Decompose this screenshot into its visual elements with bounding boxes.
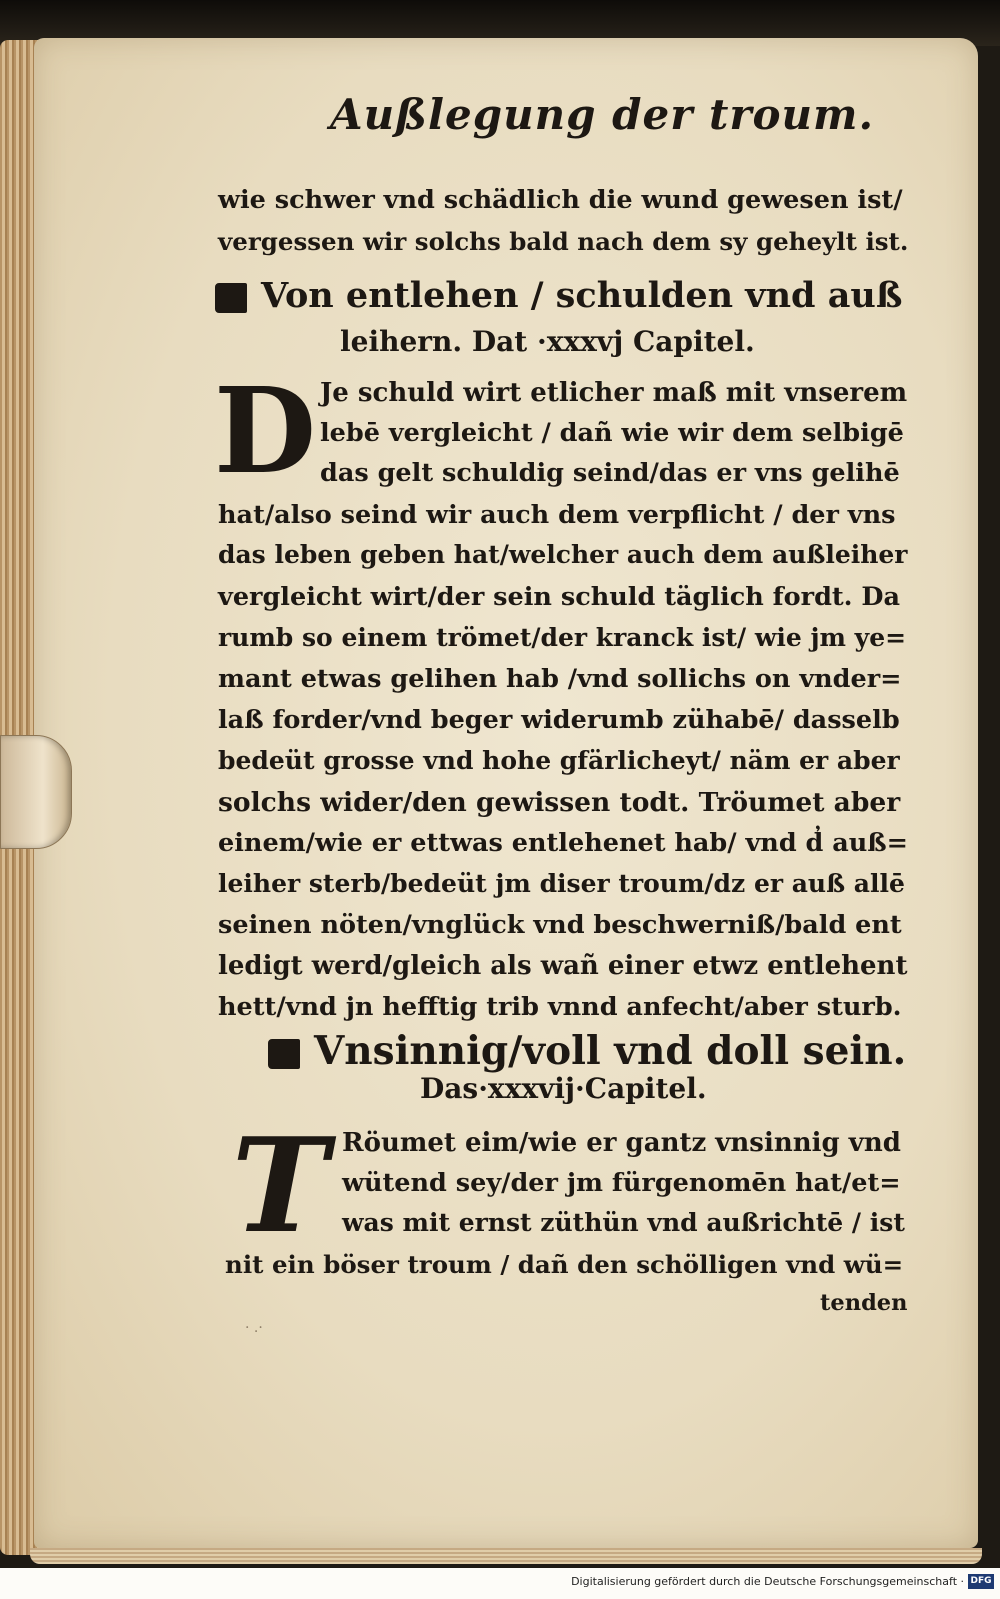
pilcrow-icon bbox=[268, 1039, 300, 1069]
pilcrow-icon bbox=[215, 283, 247, 313]
section-subheading-1: leihern. Dat ·xxxvj Capitel. bbox=[340, 325, 755, 358]
text-line: wütend sey/der jm fürgenomēn hat/et= bbox=[342, 1168, 901, 1198]
dfg-logo[interactable]: DFG bbox=[968, 1574, 994, 1589]
text-line: hett/vnd jn hefftig trib vnnd anfecht/aber sturb. bbox=[218, 992, 902, 1022]
decorated-initial-t: T bbox=[231, 1108, 329, 1262]
section-heading-text: Von entlehen / schulden vnd auß bbox=[261, 275, 903, 316]
text-line: wie schwer vnd schädlich die wund gewesen ist/ bbox=[218, 185, 903, 215]
text-line: leiher sterb/bedeüt jm diser troum/dz er auß allē bbox=[218, 869, 905, 898]
text-line: einem/wie er ettwas entlehenet hab/ vnd d̓ auß= bbox=[218, 828, 909, 858]
funding-notice: Digitalisierung gefördert durch die Deutsche Forschungsgemeinschaft · bbox=[571, 1575, 964, 1588]
page-bottom-edge bbox=[30, 1548, 982, 1564]
text-line: seinen nöten/vnglück vnd beschwerniß/bald ent bbox=[218, 910, 902, 940]
running-header: Außlegung der troum. bbox=[330, 90, 875, 139]
text-line: vergleicht wirt/der sein schuld täglich fordt. Da bbox=[218, 582, 901, 612]
text-line: das leben geben hat/welcher auch dem außleiher bbox=[218, 540, 908, 569]
book-clasp bbox=[0, 735, 72, 849]
text-line: mant etwas gelihen hab /vnd sollichs on vnder= bbox=[218, 664, 902, 694]
text-line: Je schuld wirt etlicher maß mit vnserem bbox=[320, 378, 908, 408]
text-line: bedeüt grosse vnd hohe gfärlicheyt/ näm er aber bbox=[218, 746, 900, 775]
catchword: tenden bbox=[820, 1290, 908, 1316]
text-line: was mit ernst züthün vnd außrichtē / ist bbox=[342, 1208, 905, 1237]
text-line: vergessen wir solchs bald nach dem sy geheylt ist. bbox=[218, 227, 909, 256]
text-line: das gelt schuldig seind/das er vns gelihē bbox=[320, 458, 900, 488]
text-line: lebē vergleicht / dañ wie wir dem selbigē bbox=[320, 418, 904, 448]
section-heading-2 bbox=[268, 1028, 906, 1074]
section-heading-1 bbox=[215, 275, 902, 316]
text-line: hat/also seind wir auch dem verpflicht / der vns bbox=[218, 500, 896, 530]
ink-smudge: · .· bbox=[245, 1320, 263, 1336]
section-heading-text: Vnsinnig/voll vnd doll sein. bbox=[314, 1028, 907, 1074]
text-line: laß forder/vnd beger widerumb zühabē/ dasselb bbox=[218, 705, 900, 735]
text-line: Röumet eim/wie er gantz vnsinnig vnd bbox=[342, 1128, 901, 1158]
decorated-initial-d: D bbox=[213, 360, 317, 500]
section-subheading-2: Das·xxxvij·Capitel. bbox=[420, 1072, 707, 1105]
text-line: ledigt werd/gleich als wañ einer etwz entlehent bbox=[218, 951, 908, 981]
text-line: nit ein böser troum / dañ den schölligen vnd wü= bbox=[225, 1250, 904, 1279]
text-line: solchs wider/den gewissen todt. Tröumet aber bbox=[218, 787, 901, 818]
text-line: rumb so einem trömet/der kranck ist/ wie jm ye= bbox=[218, 623, 907, 652]
